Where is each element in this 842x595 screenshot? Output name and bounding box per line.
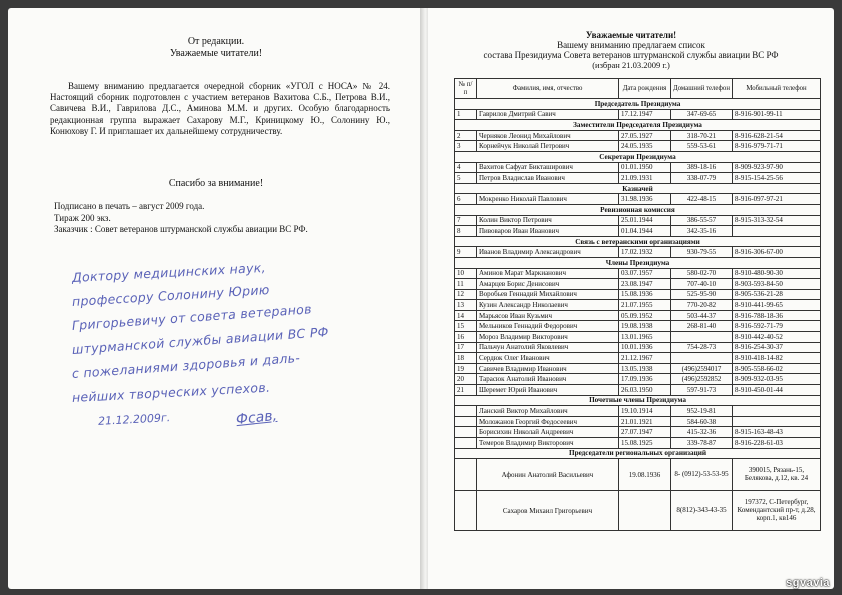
handwritten-signature: Фсав,	[235, 407, 278, 429]
birth-date-cell: 17.12.1947	[619, 109, 671, 120]
table-row	[455, 459, 821, 491]
mobile-phone-cell: 8-910-442-40-52	[733, 332, 821, 343]
table-row	[455, 289, 821, 300]
row-number-cell: 14	[455, 310, 477, 321]
row-number-cell	[455, 491, 477, 531]
home-phone-cell: 338-07-79	[671, 173, 733, 184]
table-row	[455, 321, 821, 332]
mobile-phone-cell: 8-910-480-90-30	[733, 268, 821, 279]
imprint-block	[54, 201, 308, 236]
section-heading: Казначей	[455, 183, 821, 194]
mobile-phone-cell: 8-915-313-32-54	[733, 215, 821, 226]
column-header: № п/п	[455, 79, 477, 99]
table-row	[455, 215, 821, 226]
row-number-cell: 10	[455, 268, 477, 279]
birth-date-cell: 21.12.1967	[619, 353, 671, 364]
mobile-phone-cell	[733, 226, 821, 237]
mobile-phone-cell: 8-916-306-67-00	[733, 247, 821, 258]
birth-date-cell: 03.07.1957	[619, 268, 671, 279]
row-number-cell: 11	[455, 279, 477, 290]
column-header: Домашний телефон	[671, 79, 733, 99]
birth-date-cell: 31.98.1936	[619, 194, 671, 205]
mobile-phone-cell: 8-916-097-97-21	[733, 194, 821, 205]
table-row	[455, 416, 821, 427]
mobile-phone-cell: 8-916-228-61-03	[733, 438, 821, 449]
birth-date-cell: 15.08.1936	[619, 289, 671, 300]
home-phone-cell: 770-20-82	[671, 300, 733, 311]
name-cell: Мокренко Николай Павлович	[477, 194, 619, 205]
presidium-table	[454, 78, 821, 531]
section-heading: Заместители Председателя Президиума	[455, 120, 821, 131]
mobile-phone-cell: 8-916-592-71-79	[733, 321, 821, 332]
name-cell: Сердюк Олег Иванович	[477, 353, 619, 364]
list-greeting: Уважаемые читатели!	[585, 30, 677, 40]
imprint-line: Заказчик : Совет ветеранов штурманской службы авиации ВС РФ.	[54, 224, 308, 234]
birth-date-cell: 21.07.1955	[619, 300, 671, 311]
row-number-cell: 3	[455, 141, 477, 152]
row-number-cell: 17	[455, 342, 477, 353]
name-cell: Вахитов Сафуат Бикташирович	[477, 162, 619, 173]
home-phone-cell: 342-35-16	[671, 226, 733, 237]
mobile-phone-cell: 8-910-441-99-65	[733, 300, 821, 311]
handwriting-line: нейших творческих успехов.	[71, 379, 271, 405]
mobile-phone-cell: 8-915-163-48-43	[733, 427, 821, 438]
name-cell: Марьясов Иван Кузьмич	[477, 310, 619, 321]
table-row	[455, 141, 821, 152]
birth-date-cell: 21.01.1921	[619, 416, 671, 427]
row-number-cell: 19	[455, 363, 477, 374]
handwriting-line: с пожеланиями здоровья и даль-	[71, 350, 301, 381]
birth-date-cell: 17.02.1932	[619, 247, 671, 258]
birth-date-cell: 17.09.1936	[619, 374, 671, 385]
column-header: Дата рождения	[619, 79, 671, 99]
name-cell: Кузин Александр Николаевич	[477, 300, 619, 311]
section-heading: Члены Президиума	[455, 257, 821, 268]
birth-date-cell: 23.08.1947	[619, 279, 671, 290]
mobile-phone-cell: 8-916-628-21-54	[733, 130, 821, 141]
section-heading: Председатель Президиума	[455, 99, 821, 110]
handwriting-line: штурманской службы авиации ВС РФ	[71, 324, 330, 357]
name-cell: Ланский Виктор Михайлович	[477, 406, 619, 417]
mobile-phone-cell: 8-915-154-25-56	[733, 173, 821, 184]
birth-date-cell: 21.09.1931	[619, 173, 671, 184]
handwritten-dedication	[71, 259, 412, 410]
mobile-phone-cell: 8-905-536-21-28	[733, 289, 821, 300]
list-intro: Вашему вниманию предлагаем список	[557, 40, 705, 50]
name-cell: Корнейчук Николай Петрович	[477, 141, 619, 152]
name-cell: Воробьев Геннадий Михайлович	[477, 289, 619, 300]
table-row	[455, 268, 821, 279]
name-cell: Шеремет Юрий Иванович	[477, 385, 619, 396]
row-number-cell: 16	[455, 332, 477, 343]
list-election-date: (избран 21.03.2009 г.)	[592, 60, 670, 70]
table-row	[455, 374, 821, 385]
table-row	[455, 162, 821, 173]
home-phone-cell: 580-02-70	[671, 268, 733, 279]
table-row	[455, 491, 821, 531]
mobile-phone-cell: 8-916-979-71-71	[733, 141, 821, 152]
name-cell: Моложанов Георгий Федосеевич	[477, 416, 619, 427]
birth-date-cell: 27.07.1947	[619, 427, 671, 438]
section-heading: Ревизионная комиссия	[455, 204, 821, 215]
row-number-cell: 15	[455, 321, 477, 332]
home-phone-cell	[671, 332, 733, 343]
name-cell: Иванов Владимир Александрович	[477, 247, 619, 258]
home-phone-cell: 339-78-87	[671, 438, 733, 449]
row-number-cell	[455, 416, 477, 427]
home-phone-cell: 347-69-65	[671, 109, 733, 120]
home-phone-cell: 525-95-90	[671, 289, 733, 300]
mobile-phone-cell: 390015, Рязань-15, Белякова, д.12, кв. 24	[733, 459, 821, 491]
row-number-cell	[455, 459, 477, 491]
imprint-line: Подписано в печать – август 2009 года.	[54, 201, 205, 211]
home-phone-cell: 930-79-55	[671, 247, 733, 258]
table-row	[455, 109, 821, 120]
birth-date-cell: 01.01.1950	[619, 162, 671, 173]
name-cell: Афонин Анатолий Васильевич	[477, 459, 619, 491]
handwriting-line: Доктору медицинских наук,	[71, 259, 267, 285]
table-row	[455, 279, 821, 290]
mobile-phone-cell	[733, 416, 821, 427]
table-row	[455, 310, 821, 321]
table-row	[455, 247, 821, 258]
row-number-cell	[455, 438, 477, 449]
birth-date-cell: 01.04.1944	[619, 226, 671, 237]
name-cell: Мельников Геннадий Федорович	[477, 321, 619, 332]
name-cell: Сахаров Михаил Григорьевич	[477, 491, 619, 531]
birth-date-cell: 19.08.1938	[619, 321, 671, 332]
mobile-phone-cell: 8-910-418-14-82	[733, 353, 821, 364]
section-heading: Связь с ветеранскими организациями	[455, 236, 821, 247]
birth-date-cell: 24.05.1935	[619, 141, 671, 152]
row-number-cell: 2	[455, 130, 477, 141]
birth-date-cell: 05.09.1952	[619, 310, 671, 321]
birth-date-cell: 13.05.1938	[619, 363, 671, 374]
table-row	[455, 332, 821, 343]
table-row	[455, 353, 821, 364]
home-phone-cell: 503-44-37	[671, 310, 733, 321]
name-cell: Пальчун Анатолий Яковлевич	[477, 342, 619, 353]
column-header: Фамилия, имя, отчество	[477, 79, 619, 99]
column-header: Мобильный телефон	[733, 79, 821, 99]
table-row	[455, 363, 821, 374]
row-number-cell: 18	[455, 353, 477, 364]
birth-date-cell: 19.08.1936	[619, 459, 671, 491]
row-number-cell: 13	[455, 300, 477, 311]
mobile-phone-cell: 8-905-558-66-02	[733, 363, 821, 374]
name-cell: Тарасюк Анатолий Иванович	[477, 374, 619, 385]
birth-date-cell: 10.01.1936	[619, 342, 671, 353]
row-number-cell: 6	[455, 194, 477, 205]
section-heading: Председатели региональных организаций	[455, 448, 821, 459]
section-heading: Секретари Президиума	[455, 151, 821, 162]
home-phone-cell: 268-81-40	[671, 321, 733, 332]
home-phone-cell: 386-55-57	[671, 215, 733, 226]
home-phone-cell: 952-19-81	[671, 406, 733, 417]
table-row	[455, 427, 821, 438]
table-row	[455, 385, 821, 396]
thanks-line: Спасибо за внимание!	[168, 178, 264, 189]
table-row	[455, 226, 821, 237]
home-phone-cell: 422-48-15	[671, 194, 733, 205]
birth-date-cell: 27.05.1927	[619, 130, 671, 141]
editorial-greeting: Уважаемые читатели!	[169, 48, 263, 59]
home-phone-cell	[671, 353, 733, 364]
mobile-phone-cell: 197372, С-Петербург, Комендантский пр-т, д.28, корп.1, кв146	[733, 491, 821, 531]
name-cell: Амарцев Борис Денисович	[477, 279, 619, 290]
table-header	[455, 79, 821, 99]
birth-date-cell: 19.10.1914	[619, 406, 671, 417]
left-page	[8, 8, 424, 589]
name-cell: Мороз Владимир Викторович	[477, 332, 619, 343]
handwriting-line: Григорьевичу от совета ветеранов	[71, 301, 313, 333]
table-row	[455, 406, 821, 417]
row-number-cell	[455, 406, 477, 417]
home-phone-cell: 597-91-73	[671, 385, 733, 396]
row-number-cell: 7	[455, 215, 477, 226]
name-cell: Темеров Владимир Викторович	[477, 438, 619, 449]
handwritten-date: 21.12.2009г.	[97, 411, 171, 428]
row-number-cell: 12	[455, 289, 477, 300]
birth-date-cell	[619, 491, 671, 531]
home-phone-cell: 559-53-61	[671, 141, 733, 152]
birth-date-cell: 25.01.1944	[619, 215, 671, 226]
row-number-cell: 8	[455, 226, 477, 237]
home-phone-cell: 754-28-73	[671, 342, 733, 353]
home-phone-cell: 415-32-36	[671, 427, 733, 438]
list-title: состава Президиума Совета ветеранов штурманской службы авиации ВС РФ	[483, 50, 779, 60]
name-cell: Черняков Леонид Михайлович	[477, 130, 619, 141]
home-phone-cell: 707-40-10	[671, 279, 733, 290]
right-page	[428, 8, 834, 589]
table-row	[455, 438, 821, 449]
row-number-cell: 4	[455, 162, 477, 173]
row-number-cell: 5	[455, 173, 477, 184]
row-number-cell: 20	[455, 374, 477, 385]
home-phone-cell: (496)2594017	[671, 363, 733, 374]
birth-date-cell: 13.01.1965	[619, 332, 671, 343]
site-watermark: sgvavia	[786, 577, 830, 589]
mobile-phone-cell: 8-916-788-18-36	[733, 310, 821, 321]
home-phone-cell: 8(812)-343-43-35	[671, 491, 733, 531]
row-number-cell: 21	[455, 385, 477, 396]
home-phone-cell: (496)2592852	[671, 374, 733, 385]
table-row	[455, 173, 821, 184]
mobile-phone-cell: 8-916-901-99-11	[733, 109, 821, 120]
name-cell: Гаврилов Дмитрий Савич	[477, 109, 619, 120]
mobile-phone-cell: 8-909-932-03-95	[733, 374, 821, 385]
home-phone-cell: 584-60-38	[671, 416, 733, 427]
editorial-intro: Вашему вниманию предлагается очередной сборник «УГОЛ с НОСА» № 24. Настоящий сборник подготовлен с участием ветеранов Вахитова С.Б., Петрова В.И., Савичева В.И., Гаврилова Д.С., Аминова М.М. и других. Особую благодарность редакционная группа выражает Сахарову М.Г., Криницкому Ю., Солонину Ю., Конюхову Г. И приглашает их дальнейшему сотрудничеству.	[50, 81, 390, 136]
table-row	[455, 130, 821, 141]
birth-date-cell: 26.03.1950	[619, 385, 671, 396]
name-cell: Савичев Владимир Иванович	[477, 363, 619, 374]
mobile-phone-cell: 8-903-593-84-50	[733, 279, 821, 290]
handwriting-line: профессору Солонину Юрию	[71, 281, 271, 309]
name-cell: Борисихин Николай Андреевич	[477, 427, 619, 438]
mobile-phone-cell: 8-916-254-30-37	[733, 342, 821, 353]
name-cell: Петров Владислав Иванович	[477, 173, 619, 184]
editorial-heading: От редакции.	[187, 36, 245, 47]
table-row	[455, 300, 821, 311]
table-row	[455, 342, 821, 353]
section-heading: Почетные члены Президиума	[455, 395, 821, 406]
row-number-cell	[455, 427, 477, 438]
home-phone-cell: 318-70-21	[671, 130, 733, 141]
mobile-phone-cell: 8-909-923-97-90	[733, 162, 821, 173]
row-number-cell: 1	[455, 109, 477, 120]
name-cell: Аминов Марат Маркианович	[477, 268, 619, 279]
imprint-line: Тираж 200 экз.	[54, 212, 111, 223]
name-cell: Колин Виктор Петрович	[477, 215, 619, 226]
row-number-cell: 9	[455, 247, 477, 258]
table-row	[455, 194, 821, 205]
home-phone-cell: 389-18-16	[671, 162, 733, 173]
birth-date-cell: 15.08.1925	[619, 438, 671, 449]
name-cell: Пивоваров Иван Иванович	[477, 226, 619, 237]
mobile-phone-cell: 8-910-450-01-44	[733, 385, 821, 396]
home-phone-cell: 8- (0912)-53-53-95	[671, 459, 733, 491]
mobile-phone-cell	[733, 406, 821, 417]
